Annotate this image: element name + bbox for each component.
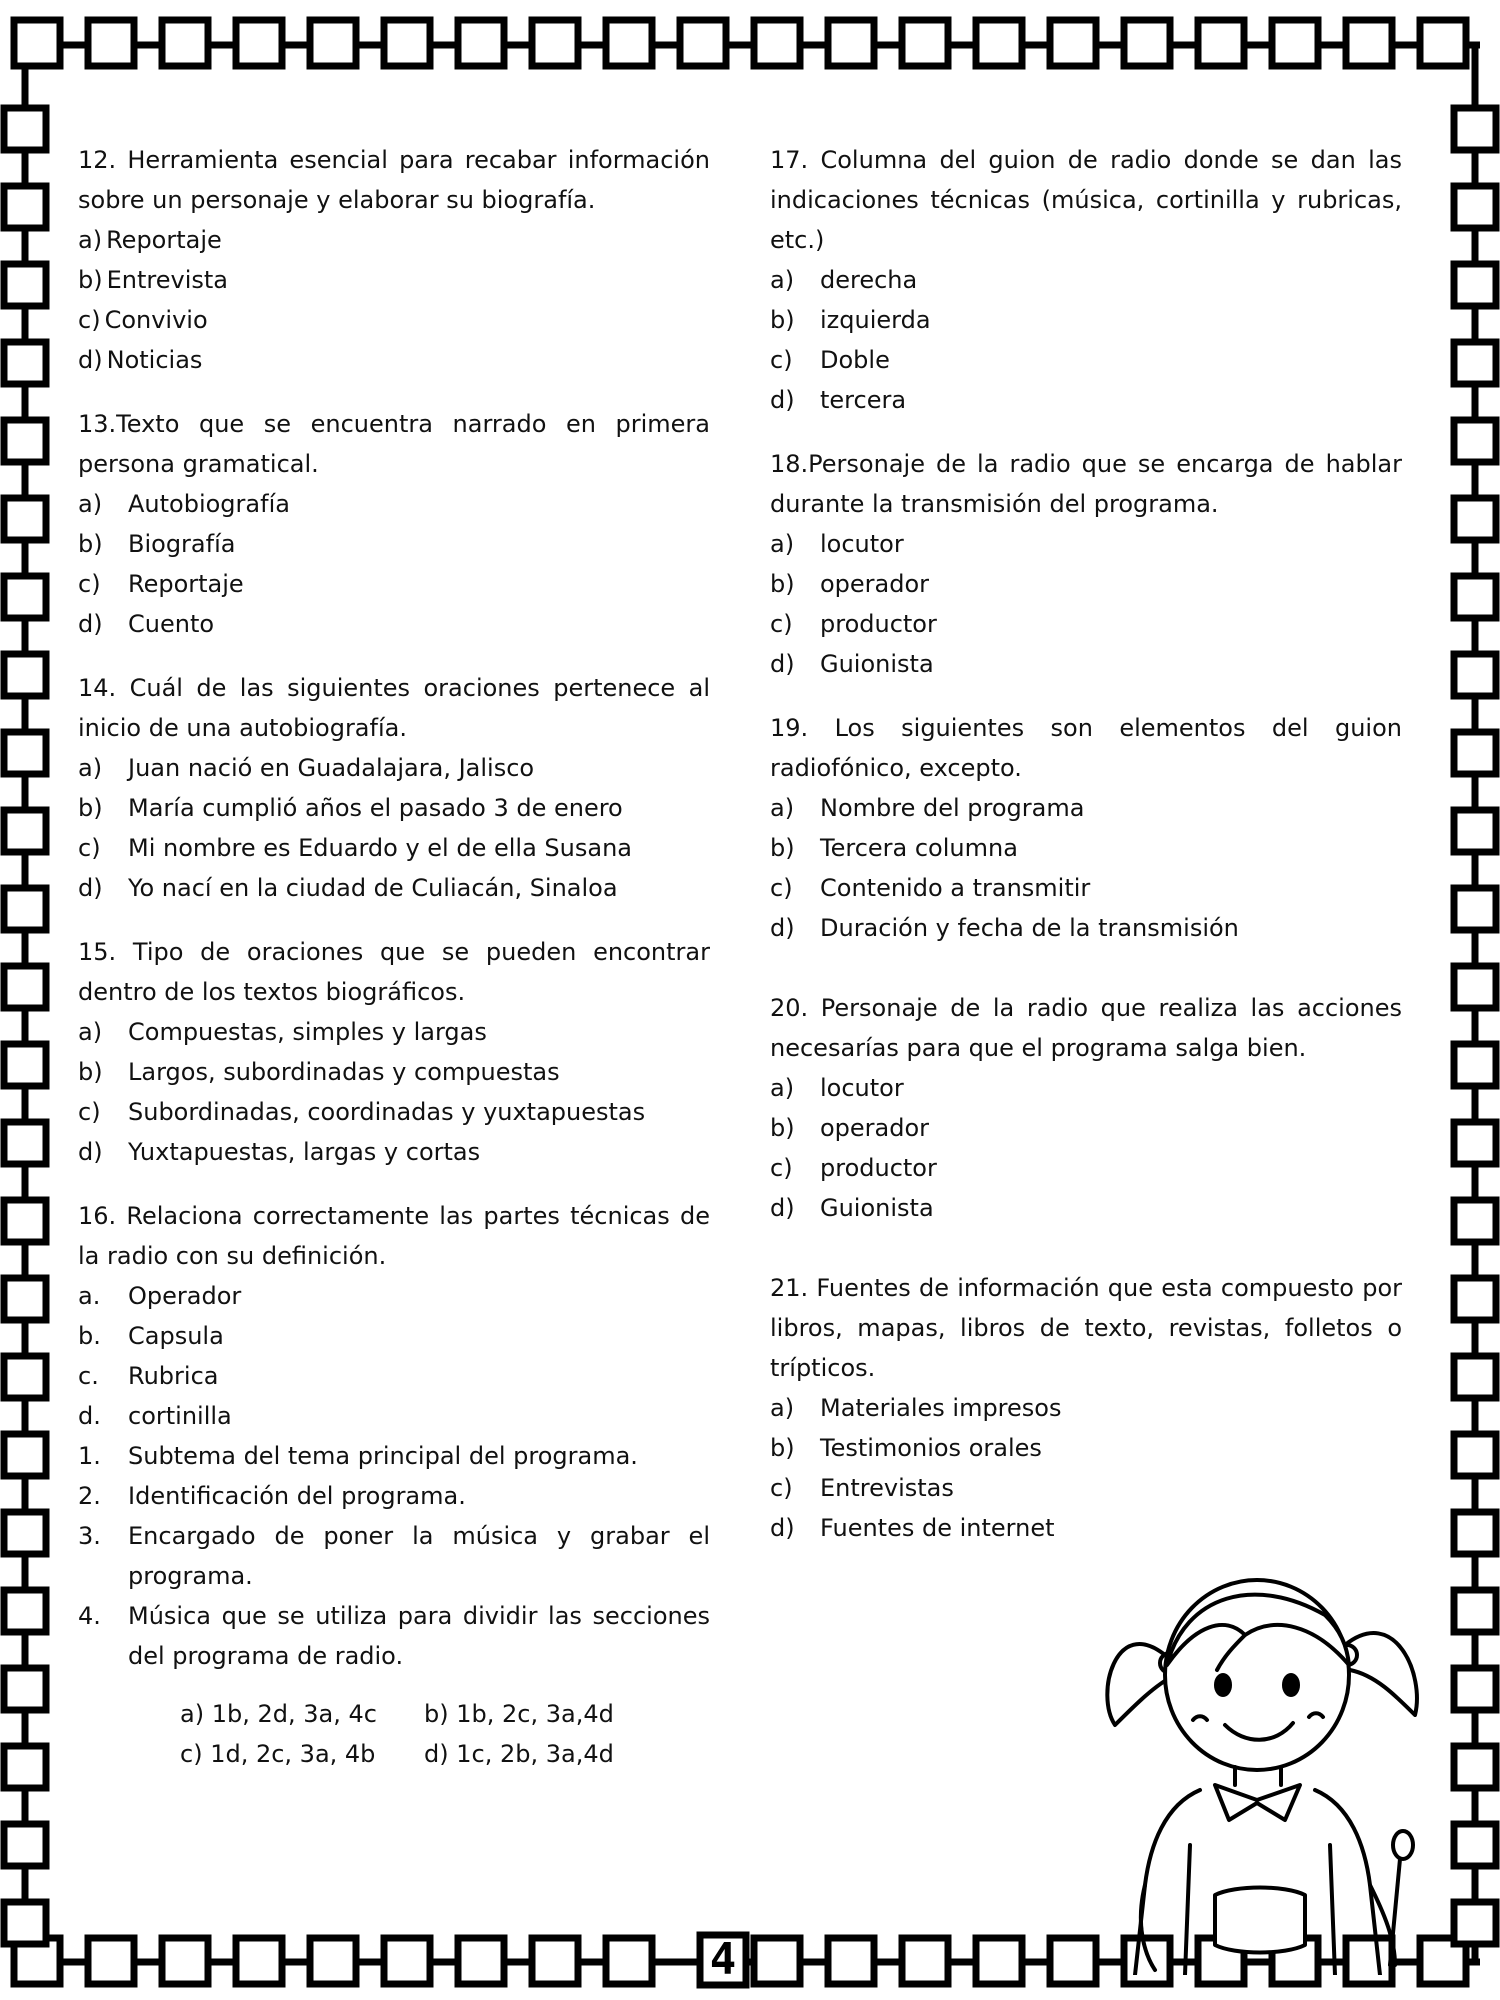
chain-link xyxy=(384,1938,430,1984)
definition-1: 1. Subtema del tema principal del programa. xyxy=(78,1442,638,1470)
chain-link xyxy=(4,342,46,384)
option-a: a) derecha xyxy=(770,266,918,294)
option-a: a) Juan nació en Guadalajara, Jalisco xyxy=(78,754,535,782)
question-17 xyxy=(770,140,1402,420)
chain-link xyxy=(4,1434,46,1476)
question-stem: 12. Herramienta esencial para recabar información sobre un personaje y elaborar su biografía. xyxy=(78,146,710,214)
chain-link xyxy=(4,1746,46,1788)
chain-link xyxy=(88,1938,134,1984)
question-stem: 18.Personaje de la radio que se encarga de hablar durante la transmisión del programa. xyxy=(770,450,1402,518)
chain-link xyxy=(4,810,46,852)
chain-link xyxy=(1454,186,1496,228)
chain-link xyxy=(1454,966,1496,1008)
option-c: c) Entrevistas xyxy=(770,1474,954,1502)
chain-link xyxy=(1454,498,1496,540)
option-c: c) Subordinadas, coordinadas y yuxtapuestas xyxy=(78,1098,646,1126)
chain-link xyxy=(4,1668,46,1710)
question-stem: 14. Cuál de las siguientes oraciones pertenece al inicio de una autobiografía. xyxy=(78,674,710,742)
chain-link xyxy=(976,1938,1022,1984)
definition-3: 3. Encargado de poner la música y grabar el programa. xyxy=(78,1522,710,1590)
term-c: c. Rubrica xyxy=(78,1362,219,1390)
chain-link xyxy=(236,20,282,66)
left-column xyxy=(78,140,710,1798)
option-b: b) operador xyxy=(770,1114,930,1142)
answer-c: c) 1d, 2c, 3a, 4b xyxy=(180,1740,376,1768)
chain-link xyxy=(680,20,726,66)
chain-link xyxy=(1454,732,1496,774)
option-d: d) Yo nací en la ciudad de Culiacán, Sinaloa xyxy=(78,874,618,902)
option-d: d) Duración y fecha de la transmisión xyxy=(770,914,1239,942)
question-stem: 19. Los siguientes son elementos del guion radiofónico, excepto. xyxy=(770,714,1402,782)
question-stem: 20. Personaje de la radio que realiza las acciones necesarías para que el programa salga bien. xyxy=(770,994,1402,1062)
option-a: a) Compuestas, simples y largas xyxy=(78,1018,487,1046)
chain-link xyxy=(1124,20,1170,66)
chain-link xyxy=(532,20,578,66)
option-b: b) María cumplió años el pasado 3 de enero xyxy=(78,794,623,822)
chain-link xyxy=(4,1278,46,1320)
chain-link xyxy=(4,1122,46,1164)
definition-2: 2. Identificación del programa. xyxy=(78,1482,466,1510)
chain-link xyxy=(458,20,504,66)
chain-link xyxy=(976,20,1022,66)
girl-illustration xyxy=(1095,1545,1435,1975)
chain-link xyxy=(4,654,46,696)
chain-link xyxy=(4,1512,46,1554)
answer-choices xyxy=(78,1694,710,1774)
question-stem: 17. Columna del guion de radio donde se dan las indicaciones técnicas (música, cortinilla y rubricas, etc.) xyxy=(770,146,1402,254)
chain-link xyxy=(236,1938,282,1984)
option-c: c) productor xyxy=(770,1154,937,1182)
chain-link xyxy=(4,1200,46,1242)
chain-link xyxy=(1454,1902,1496,1944)
chain-link xyxy=(4,108,46,150)
option-d: d) Guionista xyxy=(770,650,934,678)
option-b: b) Entrevista xyxy=(78,266,228,294)
option-d: d) tercera xyxy=(770,386,907,414)
chain-link xyxy=(1454,342,1496,384)
chain-link xyxy=(4,420,46,462)
option-d: d) Guionista xyxy=(770,1194,934,1222)
chain-link xyxy=(1272,20,1318,66)
chain-link xyxy=(606,20,652,66)
option-a: a) Autobiografía xyxy=(78,490,290,518)
option-b: b) Largos, subordinadas y compuestas xyxy=(78,1058,560,1086)
chain-link xyxy=(1420,20,1466,66)
chain-link xyxy=(310,1938,356,1984)
chain-link xyxy=(1454,1278,1496,1320)
question-20 xyxy=(770,988,1402,1228)
chain-link xyxy=(1454,1590,1496,1632)
chain-link xyxy=(458,1938,504,1984)
answer-b: b) 1b, 2c, 3a,4d xyxy=(424,1700,614,1728)
option-c: c) productor xyxy=(770,610,937,638)
chain-link xyxy=(1454,810,1496,852)
option-b: b) operador xyxy=(770,570,930,598)
option-d: d) Cuento xyxy=(78,610,215,638)
option-a: a) Reportaje xyxy=(78,226,222,254)
chain-link xyxy=(1346,20,1392,66)
chain-link xyxy=(4,186,46,228)
chain-link xyxy=(4,1590,46,1632)
term-b: b. Capsula xyxy=(78,1322,224,1350)
answer-d: d) 1c, 2b, 3a,4d xyxy=(424,1740,614,1768)
option-b: b) Biografía xyxy=(78,530,236,558)
question-stem: 21. Fuentes de información que esta compuesto por libros, mapas, libros de texto, revistas, folletos o trípticos. xyxy=(770,1274,1402,1382)
chain-link xyxy=(4,732,46,774)
chain-link xyxy=(1454,576,1496,618)
chain-link xyxy=(1454,1434,1496,1476)
question-stem: 16. Relaciona correctamente las partes técnicas de la radio con su definición. xyxy=(78,1202,710,1270)
chain-link xyxy=(828,20,874,66)
option-a: a) Materiales impresos xyxy=(770,1394,1062,1422)
chain-link xyxy=(1050,1938,1096,1984)
chain-link xyxy=(1454,1356,1496,1398)
chain-link xyxy=(4,888,46,930)
chain-link xyxy=(1454,1122,1496,1164)
question-15 xyxy=(78,932,710,1172)
chain-link xyxy=(4,498,46,540)
chain-link xyxy=(162,1938,208,1984)
option-d: d) Fuentes de internet xyxy=(770,1514,1055,1542)
option-a: a) Nombre del programa xyxy=(770,794,1085,822)
option-d: d) Yuxtapuestas, largas y cortas xyxy=(78,1138,481,1166)
question-18 xyxy=(770,444,1402,684)
option-c: c) Doble xyxy=(770,346,890,374)
right-column xyxy=(770,140,1402,1572)
option-d: d) Noticias xyxy=(78,346,203,374)
chain-link xyxy=(4,264,46,306)
chain-link xyxy=(1454,1512,1496,1554)
chain-link xyxy=(4,576,46,618)
chain-link xyxy=(4,1902,46,1944)
chain-link xyxy=(1454,108,1496,150)
chain-link xyxy=(1454,1044,1496,1086)
chain-link xyxy=(606,1938,652,1984)
chain-link xyxy=(1454,420,1496,462)
chain-link xyxy=(14,20,60,66)
chain-link xyxy=(1198,20,1244,66)
chain-link xyxy=(4,1044,46,1086)
question-14 xyxy=(78,668,710,908)
chain-link xyxy=(902,20,948,66)
chain-link xyxy=(384,20,430,66)
option-b: b) Tercera columna xyxy=(770,834,1018,862)
option-a: a) locutor xyxy=(770,530,904,558)
definition-4: 4. Música que se utiliza para dividir las secciones del programa de radio. xyxy=(78,1602,710,1670)
page-number: 4 xyxy=(709,1934,737,1985)
question-21 xyxy=(770,1268,1402,1548)
chain-link xyxy=(162,20,208,66)
chain-link xyxy=(1454,1746,1496,1788)
answer-a: a) 1b, 2d, 3a, 4c xyxy=(180,1700,377,1728)
chain-link xyxy=(828,1938,874,1984)
option-c: c) Contenido a transmitir xyxy=(770,874,1091,902)
chain-link xyxy=(902,1938,948,1984)
chain-link xyxy=(1454,654,1496,696)
chain-link xyxy=(4,1356,46,1398)
question-stem: 13.Texto que se encuentra narrado en primera persona gramatical. xyxy=(78,410,710,478)
question-12 xyxy=(78,140,710,380)
option-a: a) locutor xyxy=(770,1074,904,1102)
question-stem: 15. Tipo de oraciones que se pueden encontrar dentro de los textos biográficos. xyxy=(78,938,710,1006)
chain-link xyxy=(754,20,800,66)
option-b: b) Testimonios orales xyxy=(770,1434,1042,1462)
chain-link xyxy=(88,20,134,66)
term-a: a. Operador xyxy=(78,1282,242,1310)
option-b: b) izquierda xyxy=(770,306,931,334)
chain-link xyxy=(1050,20,1096,66)
chain-link xyxy=(1454,1824,1496,1866)
chain-link xyxy=(4,966,46,1008)
option-c: c) Reportaje xyxy=(78,570,244,598)
chain-link xyxy=(1454,888,1496,930)
chain-link xyxy=(532,1938,578,1984)
chain-link xyxy=(4,1824,46,1866)
chain-link xyxy=(1454,264,1496,306)
option-c: c) Convivio xyxy=(78,306,208,334)
chain-link xyxy=(1454,1668,1496,1710)
question-19 xyxy=(770,708,1402,948)
chain-link xyxy=(1454,1200,1496,1242)
term-d: d. cortinilla xyxy=(78,1402,232,1430)
question-16 xyxy=(78,1196,710,1774)
option-c: c) Mi nombre es Eduardo y el de ella Susana xyxy=(78,834,632,862)
question-13 xyxy=(78,404,710,644)
chain-link xyxy=(754,1938,800,1984)
chain-link xyxy=(310,20,356,66)
